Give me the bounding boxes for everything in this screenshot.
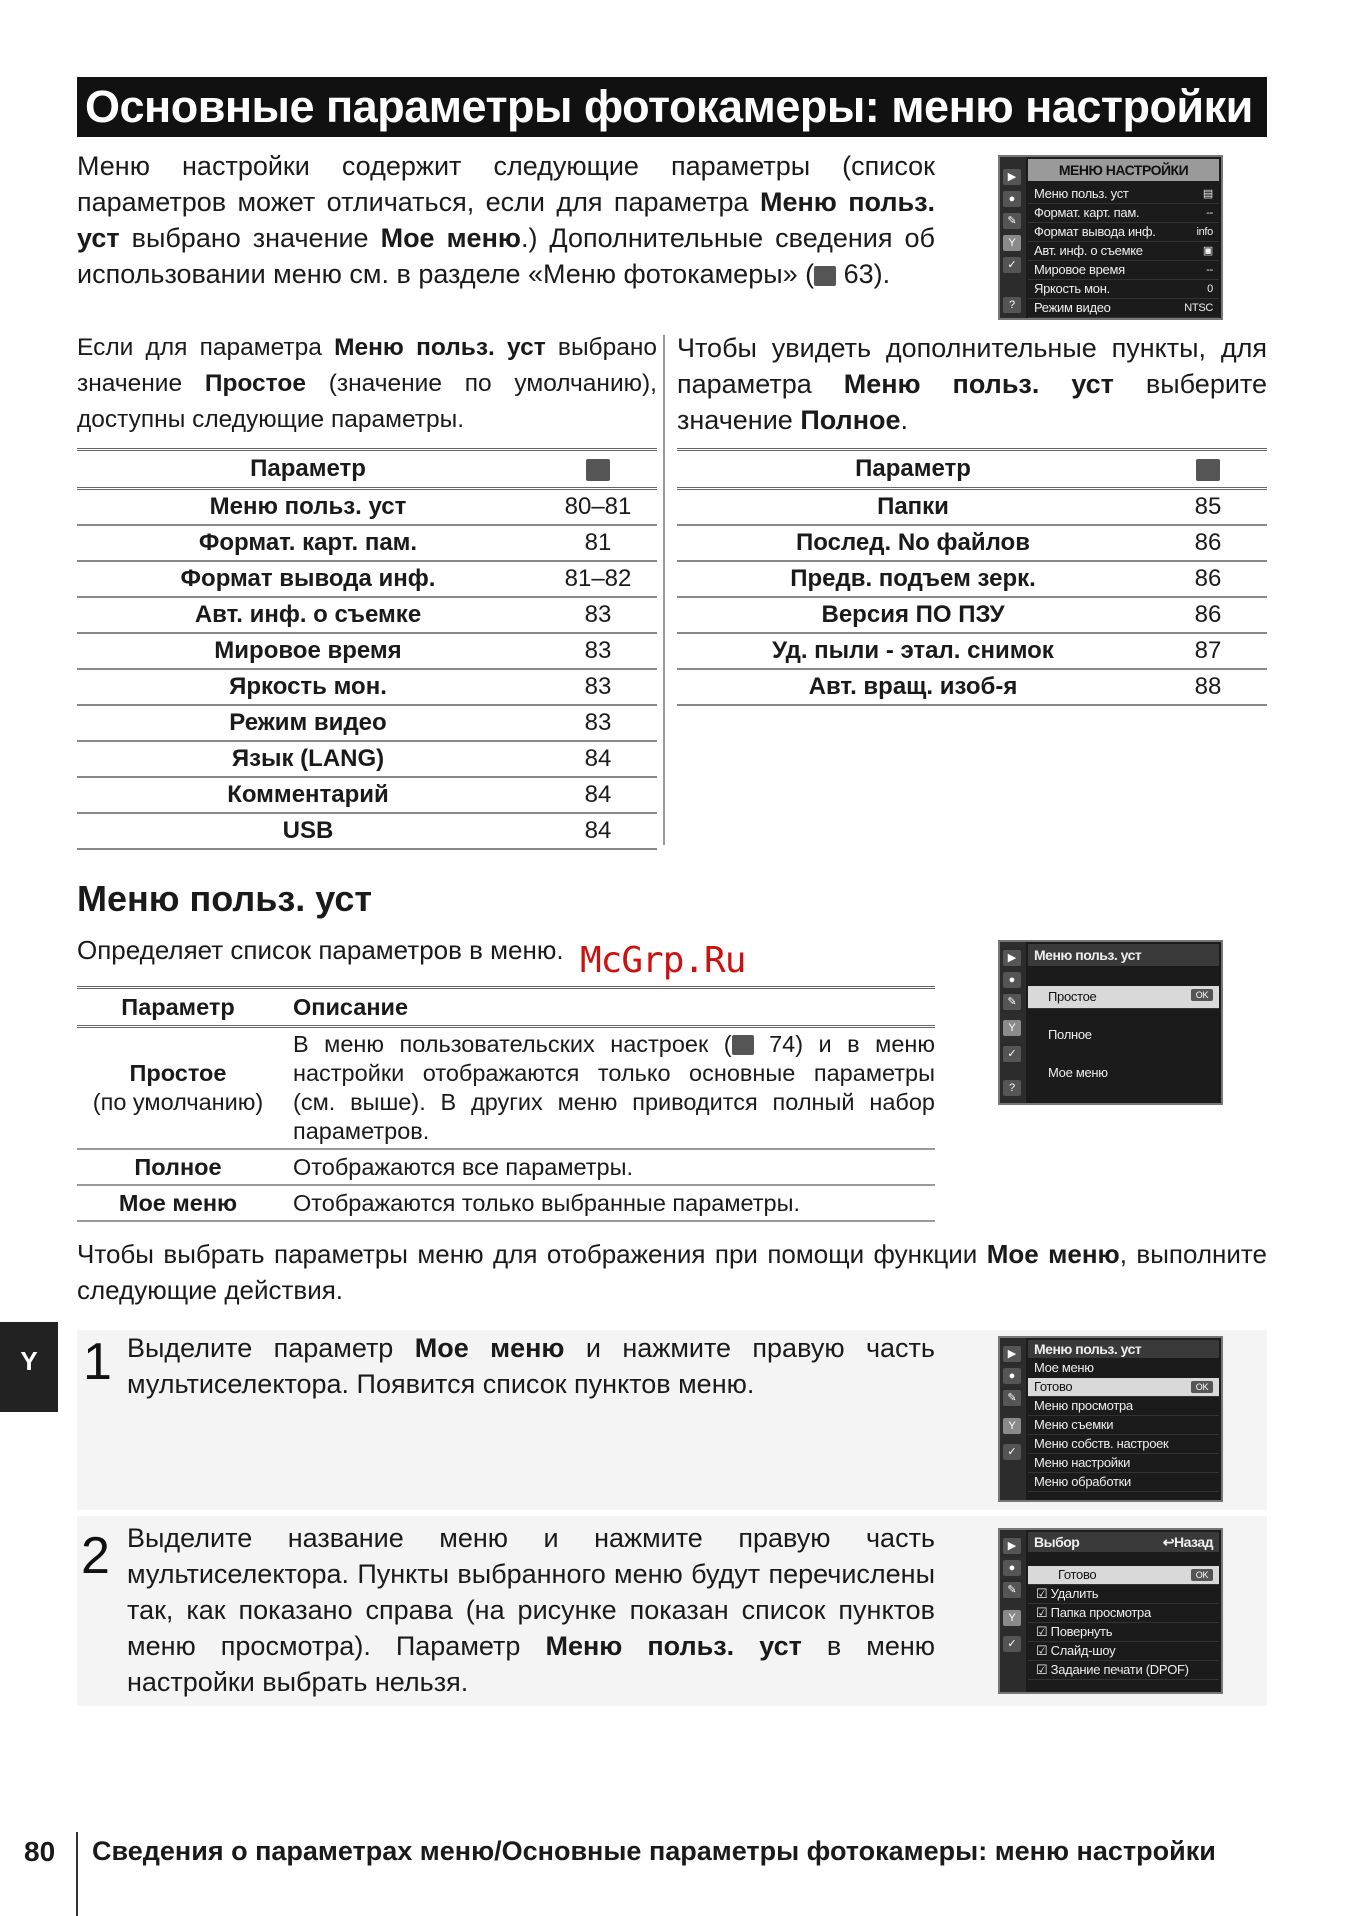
table-row: Авт. вращ. изоб-я 88 bbox=[677, 669, 1267, 705]
screen-item: Меню польз. уст ▤ bbox=[1028, 185, 1219, 204]
screen-item: ☑ Папка просмотра bbox=[1028, 1604, 1219, 1623]
help-icon: ? bbox=[1003, 297, 1021, 313]
screen-item: Меню настройки bbox=[1028, 1454, 1219, 1473]
screen-item: Меню съемки bbox=[1028, 1416, 1219, 1435]
play-icon: ▶ bbox=[1003, 169, 1021, 185]
retouch-icon: ✓ bbox=[1003, 1046, 1021, 1062]
column-header-page bbox=[1149, 450, 1267, 489]
intro-text-4: 63). bbox=[836, 259, 891, 289]
table-row: Яркость мон. 83 bbox=[77, 669, 657, 705]
table-row: Формат вывода инф. 81–82 bbox=[77, 561, 657, 597]
retouch-icon: ✓ bbox=[1003, 257, 1021, 273]
table-row: Послед. No файлов 86 bbox=[677, 525, 1267, 561]
screen-item: Меню обработки bbox=[1028, 1473, 1219, 1492]
camera-icon: ● bbox=[1003, 972, 1021, 988]
section-side-tab bbox=[0, 1322, 58, 1412]
column-header-parameter: Параметр bbox=[77, 450, 539, 489]
camera-icon: ● bbox=[1003, 1560, 1021, 1576]
retouch-icon: ✓ bbox=[1003, 1636, 1021, 1652]
table-row: Режим видео 83 bbox=[77, 705, 657, 741]
screen-item-selected: Готово OK bbox=[1028, 1378, 1219, 1397]
step-number: 2 bbox=[81, 1527, 110, 1585]
table-row: Авт. инф. о съемке 83 bbox=[77, 597, 657, 633]
screen-sidebar bbox=[1000, 1338, 1026, 1500]
table-row: Меню польз. уст 80–81 bbox=[77, 489, 657, 526]
pencil-icon: ✎ bbox=[1003, 1582, 1021, 1598]
intro-text-1: Меню настройки содержит следующие параметры (список параметров может отличаться, если для параметра bbox=[77, 151, 935, 217]
screen-item: Мировое время -- bbox=[1028, 261, 1219, 280]
camera-icon: ● bbox=[1003, 1368, 1021, 1384]
screen-header: Выбор ↩Назад bbox=[1028, 1532, 1219, 1552]
camera-icon: ● bbox=[1003, 191, 1021, 207]
section-heading: Меню польз. уст bbox=[77, 878, 373, 919]
screen-item-selected: Готово OK bbox=[1028, 1566, 1219, 1585]
help-icon: ? bbox=[1003, 1080, 1021, 1096]
book-icon bbox=[732, 1035, 754, 1055]
pencil-icon: ✎ bbox=[1003, 994, 1021, 1010]
screen-title: Меню польз. уст bbox=[1028, 1340, 1219, 1358]
mymenu-screen bbox=[998, 1336, 1223, 1502]
wrench-icon: Y bbox=[1003, 235, 1021, 251]
wrench-icon: Y bbox=[20, 1346, 38, 1376]
table-row: Мое меню Отображаются только выбранные параметры. bbox=[77, 1185, 935, 1221]
intro-text-2: выбрано значение bbox=[119, 223, 381, 253]
section-description: Определяет список параметров в меню. bbox=[77, 935, 564, 965]
column-divider bbox=[663, 335, 665, 845]
screen-item: Мое меню bbox=[1048, 1065, 1108, 1080]
table-row: Комментарий 84 bbox=[77, 777, 657, 813]
intro-bold-1: Меню польз. уст bbox=[77, 187, 935, 253]
book-icon bbox=[814, 266, 836, 286]
table-row: Версия ПО ПЗУ 86 bbox=[677, 597, 1267, 633]
wrench-icon: Y bbox=[1003, 1610, 1021, 1626]
wrench-icon: Y bbox=[1003, 1418, 1021, 1434]
checkbox-icon: ☑ bbox=[1036, 1586, 1051, 1601]
page-number: 80 bbox=[24, 1836, 56, 1867]
screen-item: ☑ Задание печати (DPOF) bbox=[1028, 1661, 1219, 1680]
setup-menu-screen bbox=[998, 155, 1223, 320]
intro-paragraph bbox=[77, 148, 935, 292]
full-parameters-table bbox=[677, 448, 1267, 706]
simple-parameters-table bbox=[77, 448, 657, 850]
table-row: Язык (LANG) 84 bbox=[77, 741, 657, 777]
screen-item: Полное bbox=[1048, 1027, 1092, 1042]
watermark: McGrp.Ru bbox=[580, 940, 746, 981]
wrench-icon: Y bbox=[1003, 1020, 1021, 1036]
step-number: 1 bbox=[83, 1333, 112, 1391]
option-description-table bbox=[77, 986, 935, 1222]
table-row: Папки 85 bbox=[677, 489, 1267, 526]
back-icon: ↩Назад bbox=[1162, 1534, 1213, 1550]
footer-title: Сведения о параметрах меню/Основные параметры фотокамеры: меню настройки bbox=[92, 1836, 1216, 1866]
custom-settings-screen bbox=[998, 940, 1223, 1105]
pencil-icon: ✎ bbox=[1003, 213, 1021, 229]
play-icon: ▶ bbox=[1003, 1538, 1021, 1554]
play-icon: ▶ bbox=[1003, 950, 1021, 966]
checkbox-icon: ☑ bbox=[1036, 1605, 1051, 1620]
table-row: Предв. подъем зерк. 86 bbox=[677, 561, 1267, 597]
checkbox-icon: ☑ bbox=[1036, 1624, 1051, 1639]
checkbox-icon: ☑ bbox=[1036, 1662, 1051, 1677]
step-text: Выделите параметр Мое меню и нажмите правую часть мультиселектора. Появится список пунктов меню. bbox=[127, 1333, 935, 1399]
screen-item: ☑ Удалить bbox=[1028, 1585, 1219, 1604]
book-icon bbox=[586, 459, 610, 481]
screen-item: Формат вывода инф. info bbox=[1028, 223, 1219, 242]
left-column-text: Если для параметра Меню польз. уст выбрано значение Простое (значение по умолчанию), доступны следующие параметры. bbox=[77, 334, 657, 433]
retouch-icon: ✓ bbox=[1003, 1444, 1021, 1460]
page-title: Основные параметры фотокамеры: меню настройки bbox=[77, 77, 1267, 137]
column-header-parameter: Параметр bbox=[677, 450, 1149, 489]
book-icon bbox=[1196, 459, 1220, 481]
screen-item: ☑ Повернуть bbox=[1028, 1623, 1219, 1642]
table-row: Уд. пыли - этал. снимок 87 bbox=[677, 633, 1267, 669]
screen-item: ☑ Слайд-шоу bbox=[1028, 1642, 1219, 1661]
screen-sidebar bbox=[1000, 1530, 1026, 1692]
screen-item: Режим видео NTSC bbox=[1028, 299, 1219, 318]
column-header-parameter: Параметр bbox=[77, 988, 279, 1027]
play-icon: ▶ bbox=[1003, 1346, 1021, 1362]
screen-item: Яркость мон. 0 bbox=[1028, 280, 1219, 299]
intro-bold-2: Мое меню bbox=[380, 223, 521, 253]
screen-item-selected: Простое OK bbox=[1028, 986, 1219, 1009]
screen-sidebar bbox=[1000, 157, 1026, 318]
mymenu-paragraph: Чтобы выбрать параметры меню для отображения при помощи функции Мое меню, выполните следующие действия. bbox=[77, 1239, 1268, 1305]
intro-text-3: .) Дополнительные сведения об использовании меню см. в разделе «Меню фотокамеры» ( bbox=[77, 223, 935, 289]
step-text: Выделите название меню и нажмите правую часть мультиселектора. Пункты выбранного меню будут перечислены так, как показано справа (на рисунке показан список пунктов меню просмотра). Параметр Меню польз. уст в меню настройки выбрать нельзя. bbox=[127, 1523, 935, 1697]
pencil-icon: ✎ bbox=[1003, 1390, 1021, 1406]
screen-title: МЕНЮ НАСТРОЙКИ bbox=[1028, 159, 1219, 181]
playback-items-screen bbox=[998, 1528, 1223, 1694]
table-row: Формат. карт. пам. 81 bbox=[77, 525, 657, 561]
screen-item: Меню просмотра bbox=[1028, 1397, 1219, 1416]
table-row: Простое (по умолчанию) В меню пользовательских настроек ( 74) и в меню настройки отображаются только основные параметры (см. выше). В других меню приводится полный набор параметров. bbox=[77, 1027, 935, 1150]
column-header-description: Описание bbox=[279, 988, 935, 1027]
screen-item: Меню собств. настроек bbox=[1028, 1435, 1219, 1454]
screen-subtitle: Мое меню bbox=[1034, 1360, 1094, 1375]
screen-title: Меню польз. уст bbox=[1028, 944, 1219, 966]
right-column-text: Чтобы увидеть дополнительные пункты, для параметра Меню польз. уст выберите значение Полное. bbox=[677, 333, 1267, 435]
table-row: USB 84 bbox=[77, 813, 657, 849]
column-header-page bbox=[539, 450, 657, 489]
checkbox-icon: ☑ bbox=[1036, 1643, 1051, 1658]
footer-divider bbox=[76, 1832, 78, 1916]
table-row: Полное Отображаются все параметры. bbox=[77, 1149, 935, 1185]
screen-item: Формат. карт. пам. -- bbox=[1028, 204, 1219, 223]
screen-item: Авт. инф. о съемке ▣ bbox=[1028, 242, 1219, 261]
screen-sidebar bbox=[1000, 942, 1026, 1103]
table-row: Мировое время 83 bbox=[77, 633, 657, 669]
